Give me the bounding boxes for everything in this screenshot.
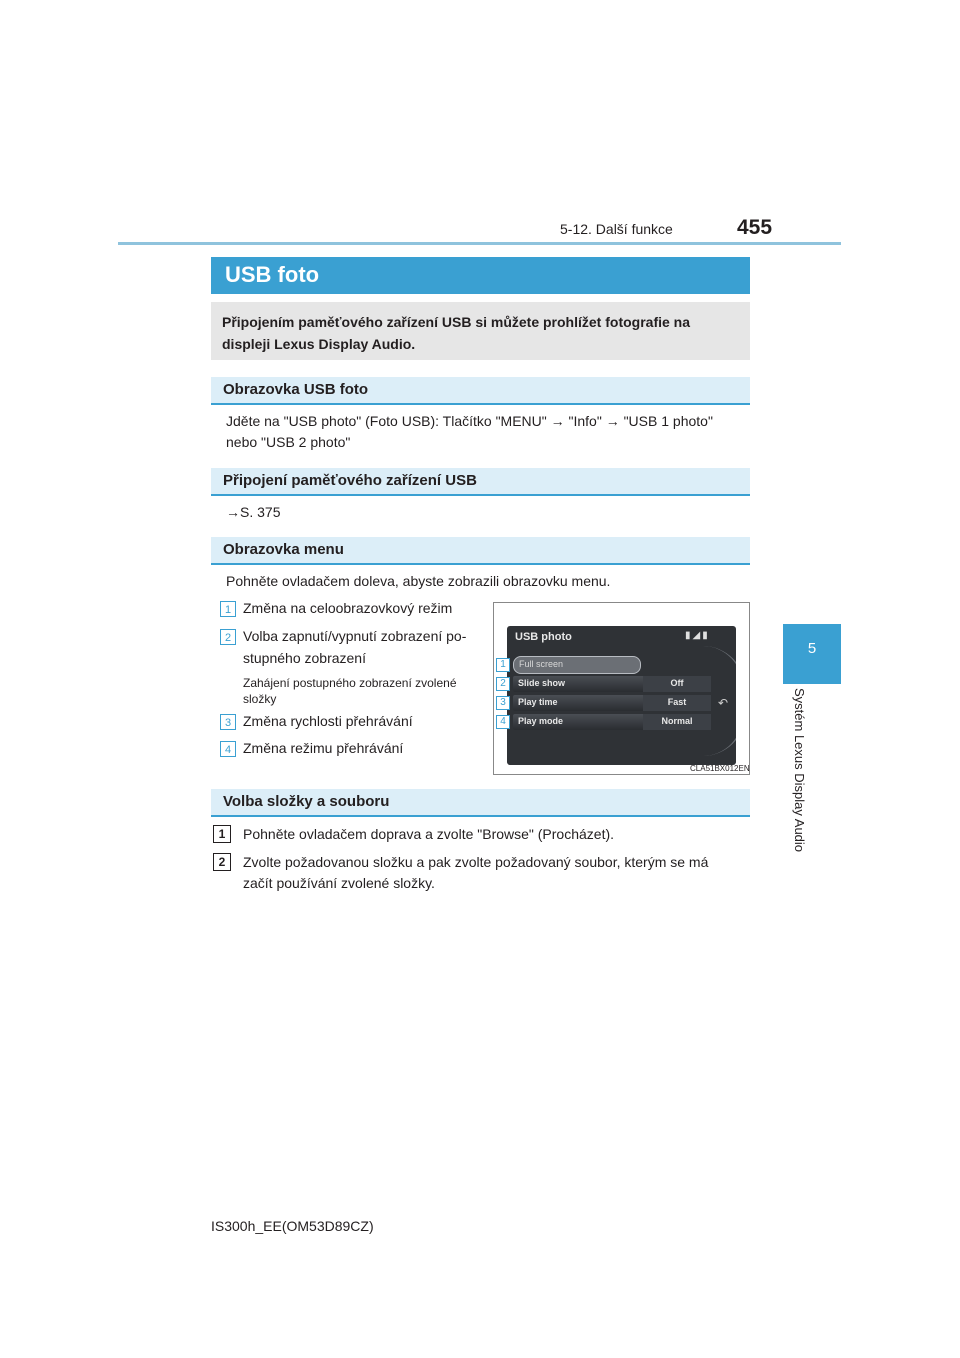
item-label-2a: Volba zapnutí/vypnutí zobrazení po-: [243, 628, 467, 644]
row-value: Normal: [661, 716, 693, 726]
callout-3: 3: [496, 696, 510, 710]
chapter-title: [792, 688, 812, 878]
usb-photo-instruction-2: nebo "USB 2 photo": [226, 434, 351, 450]
usb-photo-instruction-1: Jděte na "USB photo" (Foto USB): Tlačítko "MENU" → "Info" → "USB 1 photo": [226, 413, 713, 429]
item-label-4: Změna režimu přehrávání: [243, 740, 404, 756]
heading-usb-photo-screen: [211, 377, 750, 405]
heading-text: Připojení paměťového zařízení USB: [223, 472, 477, 489]
step-number-1: 1: [213, 825, 231, 843]
chapter-number: 5: [807, 640, 817, 657]
screen-row-full-screen: [513, 656, 641, 674]
item-label-3: Změna rychlosti přehrávání: [243, 713, 413, 729]
row-label: Slide show: [518, 678, 566, 688]
row-label: Full screen: [519, 659, 564, 669]
page-reference: →S. 375: [226, 504, 281, 520]
item-number-4: 4: [220, 741, 236, 757]
item-note-2b: složky: [243, 692, 277, 706]
page-title: USB foto: [225, 262, 320, 287]
heading-text: Obrazovka USB foto: [223, 381, 369, 398]
item-note-2a: Zahájení postupného zobrazení zvolené: [243, 676, 457, 690]
item-number-3: 3: [220, 714, 236, 730]
screen-row-play-mode: [513, 714, 705, 730]
item-label-1: Změna na celoobrazovkový režim: [243, 600, 453, 616]
step-number-2: 2: [213, 853, 231, 871]
row-label: Play mode: [518, 716, 564, 726]
page-number: 455: [737, 216, 773, 239]
row-value: Fast: [667, 697, 687, 707]
chapter-title-text: Systém Lexus Display Audio: [792, 688, 807, 853]
item-label-2b: stupného zobrazení: [243, 650, 366, 666]
step-text-1: Pohněte ovladačem doprava a zvolte "Browse" (Procházet).: [243, 826, 615, 842]
row-value: Off: [670, 678, 684, 688]
section-header: 5-12. Další funkce: [560, 221, 673, 237]
usb-photo-screenshot: [507, 626, 736, 765]
callout-1: 1: [496, 658, 510, 672]
callout-4: 4: [496, 715, 510, 729]
intro-text: Připojením paměťového zařízení USB si můžete prohlížet fotografie na displeji Lexus Display Audio.: [222, 314, 691, 352]
document-code: IS300h_EE(OM53D89CZ): [211, 1218, 374, 1234]
menu-instruction: Pohněte ovladačem doleva, abyste zobrazili obrazovku menu.: [226, 573, 611, 589]
item-number-1: 1: [220, 601, 236, 617]
step-text-2b: začít používání zvolené složky.: [243, 875, 435, 891]
heading-text: Volba složky a souboru: [223, 793, 390, 810]
row-label: Play time: [518, 697, 558, 707]
screen-row-play-time: [513, 695, 705, 711]
page-title-bar: [211, 257, 750, 294]
item-number-2: 2: [220, 629, 236, 645]
intro-box: [211, 302, 750, 360]
heading-text: Obrazovka menu: [223, 541, 344, 558]
callout-2: 2: [496, 677, 510, 691]
step-text-2a: Zvolte požadovanou složku a pak zvolte požadovaný soubor, kterým se má: [243, 854, 709, 870]
heading-connect-usb: [211, 468, 750, 496]
screen-title: USB photo: [515, 631, 572, 643]
status-icons: ▮◢▮: [685, 630, 710, 641]
screen-row-slide-show: [513, 676, 705, 692]
heading-menu-screen: [211, 537, 750, 565]
heading-select-folder-file: [211, 789, 750, 817]
header-rule: [118, 242, 841, 245]
image-code: CLA51BX012EN: [690, 764, 750, 773]
back-icon: ↶: [718, 696, 729, 710]
